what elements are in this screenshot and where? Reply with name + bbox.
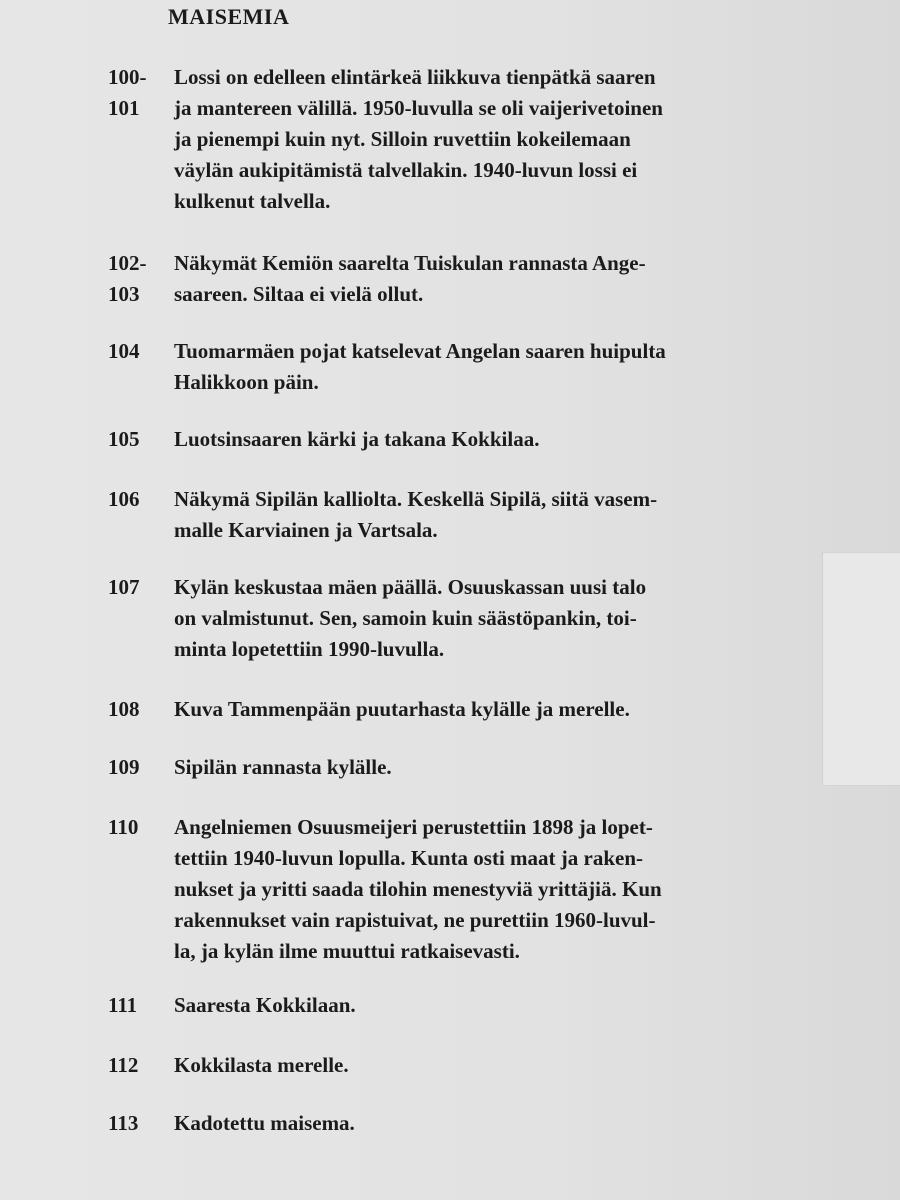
caption-number-line: 105 (108, 427, 140, 451)
caption-number (108, 812, 174, 967)
caption-line: Angelniemen Osuusmeijeri perustettiin 1898 ja lopet- (174, 815, 653, 839)
caption-line: Näkymä Sipilän kalliolta. Keskellä Sipilä, siitä vasem- (174, 487, 658, 511)
caption-line: Tuomarmäen pojat katselevat Angelan saaren huipulta (174, 339, 666, 363)
caption-line: malle Karviainen ja Vartsala. (174, 518, 438, 542)
caption-text (174, 572, 774, 665)
caption-line: Luotsinsaaren kärki ja takana Kokkilaa. (174, 427, 540, 451)
caption-entry (108, 62, 774, 217)
caption-line: Kokkilasta merelle. (174, 1053, 349, 1077)
caption-entry (108, 484, 774, 546)
caption-number-line: 104 (108, 339, 140, 363)
caption-line: on valmistunut. Sen, samoin kuin säästöpankin, toi- (174, 606, 637, 630)
caption-text (174, 248, 774, 310)
caption-number (108, 752, 174, 783)
caption-text (174, 336, 774, 398)
caption-line: Näkymät Kemiön saarelta Tuiskulan rannasta Ange- (174, 251, 646, 275)
caption-line: Lossi on edelleen elintärkeä liikkuva tienpätkä saaren (174, 65, 656, 89)
caption-line: Halikkoon päin. (174, 370, 319, 394)
caption-text (174, 694, 774, 725)
caption-line: tettiin 1940-luvun lopulla. Kunta osti maat ja raken- (174, 846, 644, 870)
caption-text (174, 1108, 774, 1139)
caption-text (174, 62, 774, 217)
caption-entry (108, 1050, 774, 1081)
caption-line: saareen. Siltaa ei vielä ollut. (174, 282, 424, 306)
caption-text (174, 1050, 774, 1081)
caption-line: la, ja kylän ilme muuttui ratkaisevasti. (174, 939, 520, 963)
caption-number-line: 110 (108, 815, 139, 839)
caption-number-line: 103 (108, 282, 140, 306)
caption-line: Saaresta Kokkilaan. (174, 993, 356, 1017)
caption-number (108, 990, 174, 1021)
caption-line: Kadotettu maisema. (174, 1111, 355, 1135)
caption-number (108, 1050, 174, 1081)
caption-number-line: 102- (108, 251, 147, 275)
underlying-paper-edge (822, 552, 900, 786)
caption-line: ja mantereen välillä. 1950-luvulla se oli vaijerivetoinen (174, 96, 663, 120)
caption-number-line: 111 (108, 993, 138, 1017)
caption-number (108, 424, 174, 455)
caption-line: nukset ja yritti saada tilohin menestyviä yrittäjiä. Kun (174, 877, 662, 901)
caption-number-line: 112 (108, 1053, 139, 1077)
caption-line: Kuva Tammenpään puutarhasta kylälle ja merelle. (174, 697, 630, 721)
caption-entry (108, 694, 774, 725)
caption-number (108, 62, 174, 217)
caption-number (108, 484, 174, 546)
caption-entry (108, 752, 774, 783)
caption-line: kulkenut talvella. (174, 189, 331, 213)
caption-entry (108, 336, 774, 398)
caption-line: rakennukset vain rapistuivat, ne purettiin 1960-luvul- (174, 908, 656, 932)
caption-number-line: 113 (108, 1111, 139, 1135)
caption-line: väylän aukipitämistä talvellakin. 1940-luvun lossi ei (174, 158, 638, 182)
caption-text (174, 424, 774, 455)
section-heading: MAISEMIA (168, 4, 290, 29)
caption-text (174, 484, 774, 546)
caption-text (174, 812, 774, 967)
caption-entry (108, 812, 774, 967)
caption-line: ja pienempi kuin nyt. Silloin ruvettiin kokeilemaan (174, 127, 631, 151)
caption-number-line: 108 (108, 697, 140, 721)
caption-line: minta lopetettiin 1990-luvulla. (174, 637, 445, 661)
caption-number (108, 336, 174, 398)
caption-number-line: 106 (108, 487, 140, 511)
caption-entry (108, 248, 774, 310)
caption-entry (108, 1108, 774, 1139)
caption-text (174, 990, 774, 1021)
caption-line: Kylän keskustaa mäen päällä. Osuuskassan uusi talo (174, 575, 647, 599)
caption-number-line: 109 (108, 755, 140, 779)
caption-number (108, 694, 174, 725)
caption-number (108, 248, 174, 310)
caption-entry (108, 990, 774, 1021)
caption-number (108, 1108, 174, 1139)
caption-number-line: 107 (108, 575, 140, 599)
caption-entry (108, 572, 774, 665)
caption-line: Sipilän rannasta kylälle. (174, 755, 392, 779)
caption-number-line: 101 (108, 96, 140, 120)
caption-number-line: 100- (108, 65, 147, 89)
caption-entry (108, 424, 774, 455)
caption-text (174, 752, 774, 783)
caption-number (108, 572, 174, 665)
